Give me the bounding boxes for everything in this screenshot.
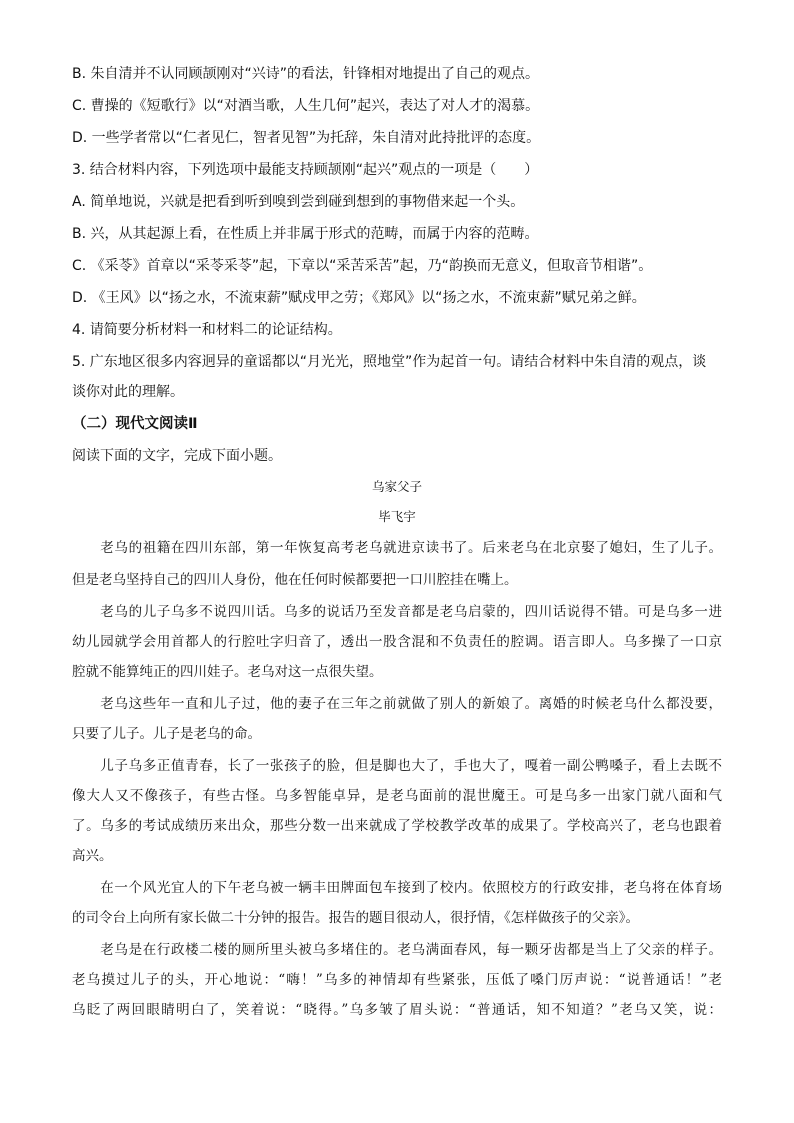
question-5-line-1: 5. 广东地区很多内容迥异的童谣都以“月光光，照地堂”作为起首一句。请结合材料中朱自清的观点，谈 bbox=[72, 354, 707, 370]
story-line: 腔就不能算纯正的四川娃子。老乌对这一点很失望。 bbox=[72, 664, 383, 680]
story-line: 但是老乌坚持自己的四川人身份，他在任何时候都要把一口川腔挂在嘴上。 bbox=[72, 572, 518, 588]
story-line: 老乌的儿子乌多不说四川话。乌多的说话乃至发音都是老乌启蒙的，四川话说得不错。可是乌多一进 bbox=[72, 604, 722, 620]
question-3-option-b: B. 兴，从其起源上看，在性质上并非属于形式的范畴，而属于内容的范畴。 bbox=[72, 226, 539, 242]
question-3-stem: 3. 结合材料内容，下列选项中最能支持顾颉刚“起兴”观点的一项是（ ） bbox=[72, 162, 539, 178]
story-line: 老乌摸过儿子的头，开心地说：“嗨！”乌多的神情却有些紧张，压低了嗓门厉声说：“说普通话！”老 bbox=[72, 972, 722, 988]
story-line: 老乌的祖籍在四川东部，第一年恢复高考老乌就进京读书了。后来老乌在北京娶了媳妇，生了儿子。 bbox=[72, 540, 722, 556]
story-line: 像大人又不像孩子，有些古怪。乌多智能卓异，是老乌面前的混世魔王。可是乌多一出家门就八面和气 bbox=[72, 788, 722, 804]
story-line: 在一个风光宜人的下午老乌被一辆丰田牌面包车接到了校内。依照校方的行政安排，老乌将在体育场 bbox=[72, 880, 722, 896]
question-4: 4. 请简要分析材料一和材料二的论证结构。 bbox=[72, 322, 342, 338]
question-3-option-c: C. 《采苓》首章以“采苓采苓”起，下章以“采苦采苦”起，乃“韵换而无意义，但取音节相谐”。 bbox=[72, 258, 653, 274]
section-heading: （二）现代文阅读Ⅱ bbox=[72, 416, 198, 432]
question-2-option-c: C. 曹操的《短歌行》以“对酒当歌，人生几何”起兴，表达了对人才的渴慕。 bbox=[72, 98, 540, 114]
story-line: 幼儿园就学会用首都人的行腔吐字归音了，透出一股含混和不负责任的腔调。语言即人。乌多操了一口京 bbox=[72, 634, 722, 650]
question-3-option-a: A. 简单地说，兴就是把看到听到嗅到尝到碰到想到的事物借来起一个头。 bbox=[72, 194, 525, 210]
story-line: 高兴。 bbox=[72, 848, 113, 864]
story-line: 儿子乌多正值青春，长了一张孩子的脸，但是脚也大了，手也大了，嘎着一副公鸭嗓子，看上去既不 bbox=[72, 758, 722, 774]
story-line: 老乌是在行政楼二楼的厕所里头被乌多堵住的。老乌满面春风，每一颗牙齿都是当上了父亲的样子。 bbox=[72, 942, 722, 958]
story-line: 老乌这些年一直和儿子过，他的妻子在三年之前就做了别人的新娘了。离婚的时候老乌什么都没要， bbox=[72, 696, 722, 712]
question-2-option-b: B. 朱自清并不认同顾颉刚对“兴诗”的看法，针锋相对地提出了自己的观点。 bbox=[72, 66, 540, 82]
story-author: 毕飞宇 bbox=[378, 509, 416, 524]
story-line: 乌眨了两回眼睛明白了，笑着说：“晓得。”乌多皱了眉头说：“普通话，知不知道？”老乌又笑，说： bbox=[72, 1002, 722, 1018]
story-line: 只要了儿子。儿子是老乌的命。 bbox=[72, 726, 261, 742]
question-2-option-d: D. 一些学者常以“仁者见仁，智者见智”为托辞，朱自清对此持批评的态度。 bbox=[72, 130, 541, 146]
story-line: 了。乌多的考试成绩历来出众，那些分数一出来就成了学校教学改革的成果了。学校高兴了，老乌也跟着 bbox=[72, 818, 722, 834]
question-5-line-2: 谈你对此的理解。 bbox=[72, 384, 184, 400]
story-line: 的司令台上向所有家长做二十分钟的报告。报告的题目很动人，很抒情，《怎样做孩子的父亲》。 bbox=[72, 910, 639, 926]
question-3-option-d: D. 《王风》以“扬之水，不流束薪”赋戍甲之劳；《郑风》以“扬之水，不流束薪”赋兄弟之鲜。 bbox=[72, 290, 646, 306]
story-title: 乌家父子 bbox=[371, 479, 422, 494]
section-instruction: 阅读下面的文字，完成下面小题。 bbox=[72, 448, 282, 464]
